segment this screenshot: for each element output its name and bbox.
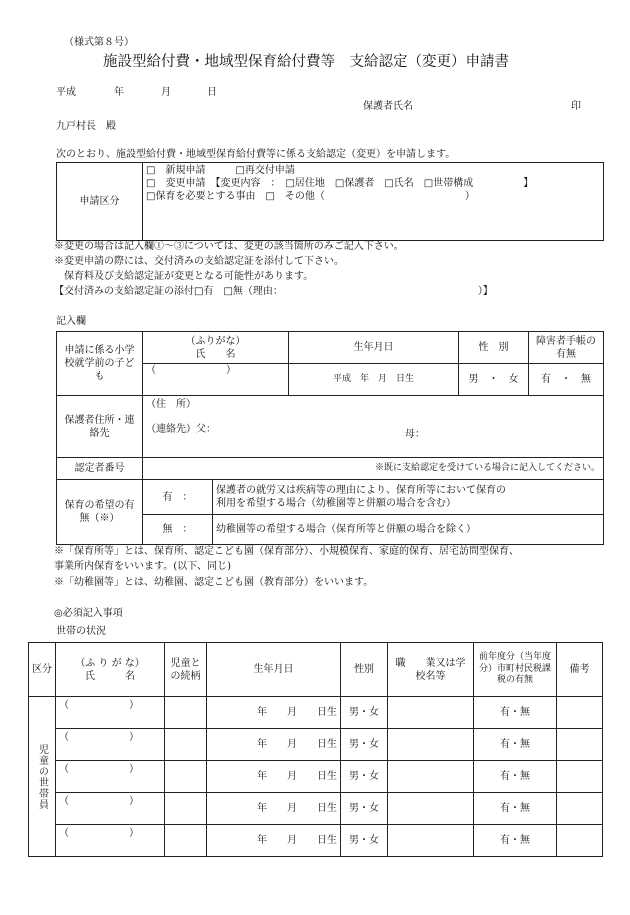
member-note-field[interactable]	[557, 729, 603, 761]
member-sex-field[interactable]: 男・女	[341, 697, 388, 729]
household-table	[28, 642, 603, 857]
member-sex-field[interactable]: 男・女	[341, 793, 388, 825]
member-note-field[interactable]	[557, 761, 603, 793]
table-row	[29, 729, 603, 761]
hope-no-text: 幼稚園等の希望する場合（保育所等と併願の場合を除く）	[213, 515, 604, 545]
member-tax-field[interactable]: 有・無	[474, 761, 557, 793]
guardian-contact-field[interactable]	[143, 396, 604, 458]
hope-table	[56, 479, 604, 545]
member-dob-field[interactable]: 年 月 日生	[207, 761, 341, 793]
page-title: 施設型給付費・地域型保育給付費等 支給認定（変更）申請書	[103, 54, 509, 70]
col-job: 職 業又は学校名等	[388, 643, 474, 697]
child-sex-field[interactable]: 男 ・ 女	[459, 364, 529, 396]
col-note: 備考	[557, 643, 603, 697]
entry-table	[56, 331, 604, 480]
note-fee-change: 保育料及び支給認定証が変更となる可能性があります。	[54, 271, 314, 282]
table-row	[29, 697, 603, 729]
member-tax-field[interactable]: 有・無	[474, 793, 557, 825]
member-name-field[interactable]: （ ）	[56, 729, 165, 761]
entry-heading: 記入欄	[56, 316, 86, 327]
member-job-field[interactable]	[388, 793, 474, 825]
member-relation-field[interactable]	[165, 729, 207, 761]
member-name-field[interactable]: （ ）	[56, 793, 165, 825]
contact-father-label: （連絡先）父：	[146, 424, 216, 435]
member-sex-field[interactable]: 男・女	[341, 729, 388, 761]
group-label: 児童の世帯員	[29, 697, 56, 857]
col-dob: 生年月日	[207, 643, 341, 697]
col-relation: 児童との続柄	[165, 643, 207, 697]
member-sex-field[interactable]: 男・女	[341, 761, 388, 793]
member-job-field[interactable]	[388, 697, 474, 729]
table-row	[29, 825, 603, 857]
member-note-field[interactable]	[557, 793, 603, 825]
hope-yes-text: 保護者の就労又は疾病等の理由により、保育所等において保育の 利用を希望する場合（幼稚園等と併願の場合を含む）	[213, 480, 604, 515]
note-nursery-def: ※「保育所等」とは、保育所、認定こども園（保育部分）、小規模保育、家庭的保育、居宅訪問型保育、	[54, 546, 519, 557]
seal-mark: 印	[571, 101, 581, 112]
member-job-field[interactable]	[388, 825, 474, 857]
member-job-field[interactable]	[388, 729, 474, 761]
application-type-label: 申請区分	[57, 163, 143, 241]
year-label: 年	[114, 87, 124, 98]
month-label: 月	[161, 87, 171, 98]
member-job-field[interactable]	[388, 761, 474, 793]
child-name-header: （ふりがな） 氏 名	[143, 332, 289, 364]
cert-number-label: 認定者番号	[57, 458, 143, 480]
child-name-field[interactable]: （ ）	[143, 364, 289, 396]
col-kubun: 区分	[29, 643, 56, 697]
era-label: 平成	[56, 87, 76, 98]
member-note-field[interactable]	[557, 697, 603, 729]
member-name-field[interactable]: （ ）	[56, 697, 165, 729]
note-nursery-def-cont: 事業所内保育をいいます。(以下、同じ)	[54, 561, 232, 572]
contact-mother-label: 母：	[405, 429, 425, 440]
member-dob-field[interactable]: 年 月 日生	[207, 729, 341, 761]
guardian-name-label: 保護者氏名	[363, 101, 413, 112]
member-dob-field[interactable]: 年 月 日生	[207, 697, 341, 729]
option-new-reissue[interactable]: □ 新規申請 □再交付申請	[146, 165, 295, 176]
application-type-options[interactable]	[143, 163, 604, 241]
household-subheading: 世帯の状況	[56, 626, 106, 637]
member-relation-field[interactable]	[165, 761, 207, 793]
guardian-label: 保護者住所・連絡先	[57, 396, 143, 458]
option-change[interactable]: □ 変更申請 【変更内容 ： □居住地 □保護者 □氏名 □世帯構成 】	[146, 178, 534, 189]
table-row	[29, 761, 603, 793]
day-label: 日	[207, 87, 217, 98]
child-dob-header: 生年月日	[289, 332, 459, 364]
member-relation-field[interactable]	[165, 825, 207, 857]
member-relation-field[interactable]	[165, 697, 207, 729]
addressee: 九戸村長 殿	[56, 121, 116, 132]
member-dob-field[interactable]: 年 月 日生	[207, 825, 341, 857]
cert-number-field[interactable]: ※既に支給認定を受けている場合に記入してください。	[143, 458, 604, 480]
option-reason-other[interactable]: □保育を必要とする事由 □ その他（ ）	[146, 191, 475, 202]
hope-label: 保育の希望の有無（※）	[57, 480, 143, 545]
col-tax: 前年度分（当年度分）市町村民税課税の有無	[474, 643, 557, 697]
address-label: （住 所）	[146, 399, 196, 410]
note-change-fields: ※変更の場合は記入欄①～③については、変更の該当箇所のみご記入下さい。	[54, 241, 404, 252]
member-sex-field[interactable]: 男・女	[341, 825, 388, 857]
col-name: （ふ り が な） 氏 名	[56, 643, 165, 697]
application-type-table	[56, 162, 604, 241]
member-dob-field[interactable]: 年 月 日生	[207, 793, 341, 825]
required-heading: ◎必須記入事項	[54, 608, 123, 619]
child-sex-header: 性 別	[459, 332, 529, 364]
intro-text: 次のとおり、施設型給付費・地域型保育給付費等に係る支給認定（変更）を申請します。	[56, 149, 456, 160]
note-attach-cert: ※変更申請の際には、交付済みの支給認定証を添付して下さい。	[54, 256, 344, 267]
member-relation-field[interactable]	[165, 793, 207, 825]
disability-field[interactable]: 有 ・ 無	[529, 364, 604, 396]
table-row	[29, 793, 603, 825]
member-note-field[interactable]	[557, 825, 603, 857]
child-label: 申請に係る小学校就学前の子ども	[57, 332, 143, 396]
note-kindergarten-def: ※「幼稚園等」とは、幼稚園、認定こども園（教育部分）をいいます。	[54, 577, 374, 588]
form-number: （様式第８号）	[64, 37, 134, 48]
member-name-field[interactable]: （ ）	[56, 825, 165, 857]
member-tax-field[interactable]: 有・無	[474, 697, 557, 729]
member-tax-field[interactable]: 有・無	[474, 825, 557, 857]
disability-header: 障害者手帳の有無	[529, 332, 604, 364]
note-attachment-status[interactable]: 【交付済みの支給認定証の添付□有 □無（理由： ）】	[54, 286, 493, 297]
child-dob-field[interactable]: 平成 年 月 日生	[289, 364, 459, 396]
col-sex: 性別	[341, 643, 388, 697]
member-name-field[interactable]: （ ）	[56, 761, 165, 793]
hope-yes-label[interactable]: 有 ：	[143, 480, 213, 515]
member-tax-field[interactable]: 有・無	[474, 729, 557, 761]
hope-no-label[interactable]: 無 ：	[143, 515, 213, 545]
